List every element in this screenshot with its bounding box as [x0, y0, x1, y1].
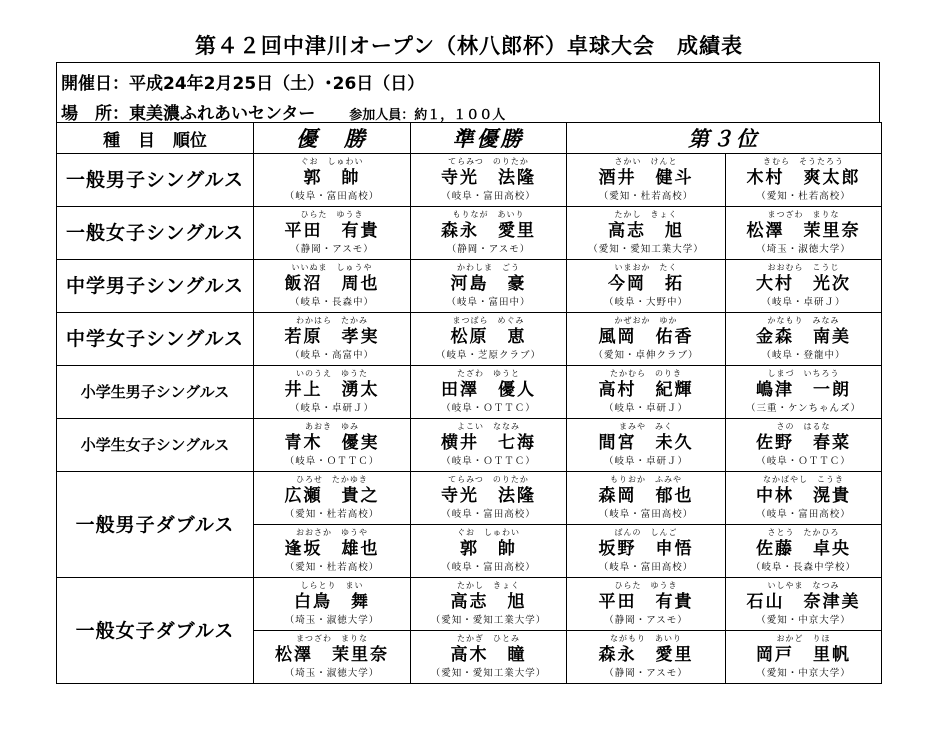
result-cell-third-a — [567, 419, 726, 472]
player-name: 寺光 法隆 — [441, 168, 536, 188]
player-furigana: まつざわ まりな — [767, 210, 840, 219]
result-cell-third-a — [567, 631, 726, 684]
player-affiliation: （愛知・中京大学） — [756, 615, 851, 626]
player-furigana: もりおか ふみや — [610, 475, 682, 484]
result-cell-third-a — [567, 578, 726, 631]
player-name: 寺光 法隆 — [441, 486, 536, 506]
player-affiliation: （愛知・杜若高校） — [284, 509, 380, 520]
player-furigana: まつざわ まりな — [296, 634, 368, 643]
result-cell-runner-up — [411, 472, 567, 525]
player-affiliation: （岐阜・卓研Ｊ） — [603, 403, 688, 414]
player-furigana: てらみつ のりたか — [448, 475, 529, 484]
player-affiliation: （岐阜・富田高校） — [598, 562, 694, 573]
result-row — [57, 313, 882, 366]
player-furigana: たざわ ゆうと — [457, 369, 520, 378]
results-table — [56, 122, 882, 684]
player-name: 石山 奈津美 — [746, 592, 861, 612]
result-cell-champion — [254, 578, 411, 631]
player-name: 岡戸 里帆 — [756, 645, 851, 665]
result-row — [57, 207, 882, 260]
player-affiliation: （岐阜・卓研Ｊ） — [761, 297, 846, 308]
result-row — [57, 366, 882, 419]
result-cell-third-a — [567, 525, 726, 578]
event-venue-line — [61, 99, 505, 124]
player-affiliation: （埼玉・淑徳大学） — [756, 244, 851, 255]
player-affiliation: （愛知・杜若高校） — [598, 191, 694, 202]
player-affiliation: （岐阜・富田高校） — [284, 191, 380, 202]
result-cell-champion — [254, 260, 411, 313]
player-affiliation: （愛知・愛知工業大学） — [430, 668, 547, 679]
results-body — [57, 154, 882, 684]
result-cell-third-a — [567, 472, 726, 525]
result-cell-runner-up — [411, 419, 567, 472]
player-name: 中林 滉貴 — [756, 486, 851, 506]
event-venue: 場 所：東美濃ふれあいセンター — [61, 104, 316, 124]
result-row — [57, 472, 882, 525]
player-furigana: さかい けんと — [614, 157, 678, 166]
player-furigana: よこい ななみ — [457, 422, 520, 431]
player-affiliation: （三重・ケンちゃんズ） — [745, 403, 862, 414]
player-furigana: まつばら めぐみ — [452, 316, 525, 325]
player-furigana: いしやま なつみ — [767, 581, 840, 590]
player-name: 平田 有貴 — [598, 592, 694, 612]
player-name: 井上 湧太 — [284, 380, 380, 400]
player-affiliation: （岐阜・高富中） — [289, 350, 374, 361]
player-affiliation: （岐阜・長森中） — [289, 297, 374, 308]
result-cell-third-b — [726, 313, 882, 366]
player-furigana: ぐお しゅわい — [300, 157, 364, 166]
player-furigana: ながもり あいり — [610, 634, 682, 643]
player-affiliation: （愛知・卓伸クラブ） — [593, 350, 699, 361]
player-furigana: てらみつ のりたか — [448, 157, 529, 166]
event-name: 一般女子シングルス — [57, 207, 254, 260]
result-row — [57, 419, 882, 472]
player-furigana: ひろせ たかゆき — [296, 475, 368, 484]
result-cell-third-b — [726, 631, 882, 684]
result-cell-third-b — [726, 366, 882, 419]
player-name: 坂野 申悟 — [598, 539, 694, 559]
player-name: 高志 旭 — [608, 221, 684, 241]
player-furigana: たかむら のりき — [610, 369, 682, 378]
player-name: 木村 爽太郎 — [746, 168, 861, 188]
player-furigana: しまづ いちろう — [767, 369, 840, 378]
result-cell-third-b — [726, 472, 882, 525]
header-event-w2: 目 — [138, 130, 155, 151]
result-cell-third-b — [726, 525, 882, 578]
header-event-w3: 順位 — [172, 130, 207, 151]
result-cell-champion — [254, 472, 411, 525]
player-affiliation: （静岡・アスモ） — [604, 615, 688, 626]
header-event — [57, 123, 254, 154]
event-name: 中学男子シングルス — [57, 260, 254, 313]
event-name: 小学生女子シングルス — [57, 419, 254, 472]
player-affiliation: （岐阜・卓研Ｊ） — [603, 456, 688, 467]
result-cell-third-a — [567, 313, 726, 366]
header-runner-up: 準優勝 — [411, 123, 567, 154]
player-affiliation: （愛知・杜若高校） — [756, 191, 851, 202]
player-name: 田澤 優人 — [441, 380, 536, 400]
player-affiliation: （岐阜・ＯＴＴＣ） — [441, 403, 536, 414]
player-affiliation: （愛知・杜若高校） — [284, 562, 380, 573]
result-cell-third-b — [726, 578, 882, 631]
result-cell-runner-up — [411, 525, 567, 578]
player-name: 森岡 郁也 — [598, 486, 694, 506]
player-affiliation: （愛知・愛知工業大学） — [430, 615, 547, 626]
player-name: 佐野 春菜 — [756, 433, 851, 453]
player-name: 白鳥 舞 — [294, 592, 370, 612]
result-cell-third-a — [567, 207, 726, 260]
event-info-box — [56, 62, 880, 122]
player-furigana: まみや みく — [619, 422, 673, 431]
player-name: 松澤 茉里奈 — [275, 645, 389, 665]
event-date: 開催日：平成24年2月25日（土）･26日（日） — [61, 74, 425, 94]
player-furigana: たかぎ ひとみ — [457, 634, 520, 643]
player-furigana: かわしま ごう — [457, 263, 520, 272]
player-affiliation: （岐阜・大野中） — [603, 297, 688, 308]
page-title: 第４２回中津川オープン（林八郎杯）卓球大会 成績表 — [194, 34, 744, 58]
player-furigana: ひらた ゆうき — [614, 581, 678, 590]
player-affiliation: （岐阜・富田高校） — [598, 509, 694, 520]
player-name: 郭 帥 — [303, 168, 361, 188]
result-cell-runner-up — [411, 578, 567, 631]
player-name: 平田 有貴 — [284, 221, 380, 241]
player-affiliation: （埼玉・淑徳大学） — [284, 668, 380, 679]
player-name: 松澤 茉里奈 — [746, 221, 861, 241]
player-furigana: なかばやし こうき — [763, 475, 844, 484]
event-name: 小学生男子シングルス — [57, 366, 254, 419]
player-name: 金森 南美 — [756, 327, 851, 347]
player-name: 森永 愛里 — [598, 645, 694, 665]
result-cell-runner-up — [411, 207, 567, 260]
result-cell-runner-up — [411, 631, 567, 684]
player-name: 若原 孝実 — [284, 327, 380, 347]
player-affiliation: （岐阜・ＯＴＴＣ） — [756, 456, 851, 467]
result-row — [57, 578, 882, 631]
player-furigana: しらとり まい — [300, 581, 364, 590]
result-cell-champion — [254, 631, 411, 684]
player-name: 松原 恵 — [450, 327, 527, 347]
player-affiliation: （岐阜・ＯＴＴＣ） — [284, 456, 380, 467]
player-furigana: きむら そうたろう — [763, 157, 844, 166]
player-name: 風岡 佑香 — [598, 327, 694, 347]
player-furigana: おおむら こうじ — [767, 263, 840, 272]
player-furigana: かなもり みなみ — [767, 316, 840, 325]
result-cell-third-b — [726, 207, 882, 260]
player-name: 今岡 拓 — [608, 274, 684, 294]
player-affiliation: （静岡・アスモ） — [290, 244, 374, 255]
result-cell-runner-up — [411, 313, 567, 366]
player-name: 森永 愛里 — [441, 221, 536, 241]
player-name: 酒井 健斗 — [598, 168, 694, 188]
result-cell-third-b — [726, 154, 882, 207]
result-cell-runner-up — [411, 154, 567, 207]
result-cell-champion — [254, 419, 411, 472]
player-name: 高志 旭 — [450, 592, 527, 612]
player-furigana: いまおか たく — [614, 263, 678, 272]
result-row — [57, 154, 882, 207]
header-third-place: 第３位 — [567, 123, 882, 154]
player-furigana: かぜおか ゆか — [614, 316, 678, 325]
player-name: 青木 優実 — [284, 433, 380, 453]
player-affiliation: （岐阜・富田中） — [446, 297, 531, 308]
player-affiliation: （岐阜・卓研Ｊ） — [289, 403, 374, 414]
result-cell-runner-up — [411, 260, 567, 313]
result-cell-champion — [254, 366, 411, 419]
player-furigana: さとう たかひろ — [767, 528, 840, 537]
result-cell-champion — [254, 154, 411, 207]
player-affiliation: （岐阜・登龍中） — [761, 350, 846, 361]
event-name: 一般男子ダブルス — [57, 472, 254, 578]
player-furigana: おかど りほ — [776, 634, 831, 643]
header-champion: 優 勝 — [254, 123, 411, 154]
player-name: 高木 瞳 — [450, 645, 527, 665]
result-cell-champion — [254, 313, 411, 366]
player-name: 嶋津 一朗 — [756, 380, 851, 400]
player-name: 河島 豪 — [450, 274, 527, 294]
result-cell-third-a — [567, 260, 726, 313]
player-furigana: あおき ゆみ — [305, 422, 359, 431]
player-name: 郭 帥 — [460, 539, 517, 559]
player-name: 横井 七海 — [441, 433, 536, 453]
result-cell-champion — [254, 525, 411, 578]
player-furigana: たかし きょく — [457, 581, 520, 590]
player-name: 高村 紀輝 — [598, 380, 694, 400]
player-name: 間宮 未久 — [598, 433, 694, 453]
player-name: 逢坂 雄也 — [284, 539, 380, 559]
player-name: 大村 光次 — [756, 274, 851, 294]
player-affiliation: （静岡・アスモ） — [446, 244, 531, 255]
player-affiliation: （岐阜・富田高校） — [441, 509, 536, 520]
player-furigana: ばんの しんご — [614, 528, 678, 537]
player-furigana: いのうえ ゆうた — [296, 369, 368, 378]
event-name: 一般女子ダブルス — [57, 578, 254, 684]
header-event-w1: 種 — [103, 130, 121, 151]
player-furigana: もりなが あいり — [452, 210, 525, 219]
player-name: 飯沼 周也 — [284, 274, 380, 294]
result-cell-third-b — [726, 419, 882, 472]
result-row — [57, 260, 882, 313]
player-affiliation: （愛知・中京大学） — [756, 668, 851, 679]
player-furigana: わかはら たかみ — [296, 316, 368, 325]
player-affiliation: （岐阜・富田高校） — [441, 191, 536, 202]
player-affiliation: （静岡・アスモ） — [604, 668, 688, 679]
participant-count: 参加人員：約１，１００人 — [349, 108, 506, 123]
player-affiliation: （岐阜・芝原クラブ） — [435, 350, 542, 361]
player-name: 佐藤 卓央 — [756, 539, 851, 559]
result-cell-third-a — [567, 366, 726, 419]
result-cell-runner-up — [411, 366, 567, 419]
player-affiliation: （岐阜・富田高校） — [756, 509, 851, 520]
header-row — [57, 123, 882, 154]
player-furigana: たかし きょく — [614, 210, 678, 219]
result-cell-champion — [254, 207, 411, 260]
result-cell-third-a — [567, 154, 726, 207]
player-affiliation: （埼玉・淑徳大学） — [284, 615, 380, 626]
player-furigana: おおさか ゆうや — [296, 528, 368, 537]
player-affiliation: （愛知・愛知工業大学） — [588, 244, 704, 255]
player-furigana: ぐお しゅわい — [457, 528, 520, 537]
event-name: 一般男子シングルス — [57, 154, 254, 207]
player-affiliation: （岐阜・富田高校） — [441, 562, 536, 573]
player-furigana: いいぬま しゅうや — [291, 263, 373, 272]
player-furigana: ひらた ゆうき — [300, 210, 364, 219]
player-name: 広瀬 貴之 — [284, 486, 380, 506]
event-name: 中学女子シングルス — [57, 313, 254, 366]
player-affiliation: （岐阜・長森中学校） — [750, 562, 856, 573]
result-cell-third-b — [726, 260, 882, 313]
player-furigana: さの はるな — [776, 422, 831, 431]
player-affiliation: （岐阜・ＯＴＴＣ） — [441, 456, 536, 467]
